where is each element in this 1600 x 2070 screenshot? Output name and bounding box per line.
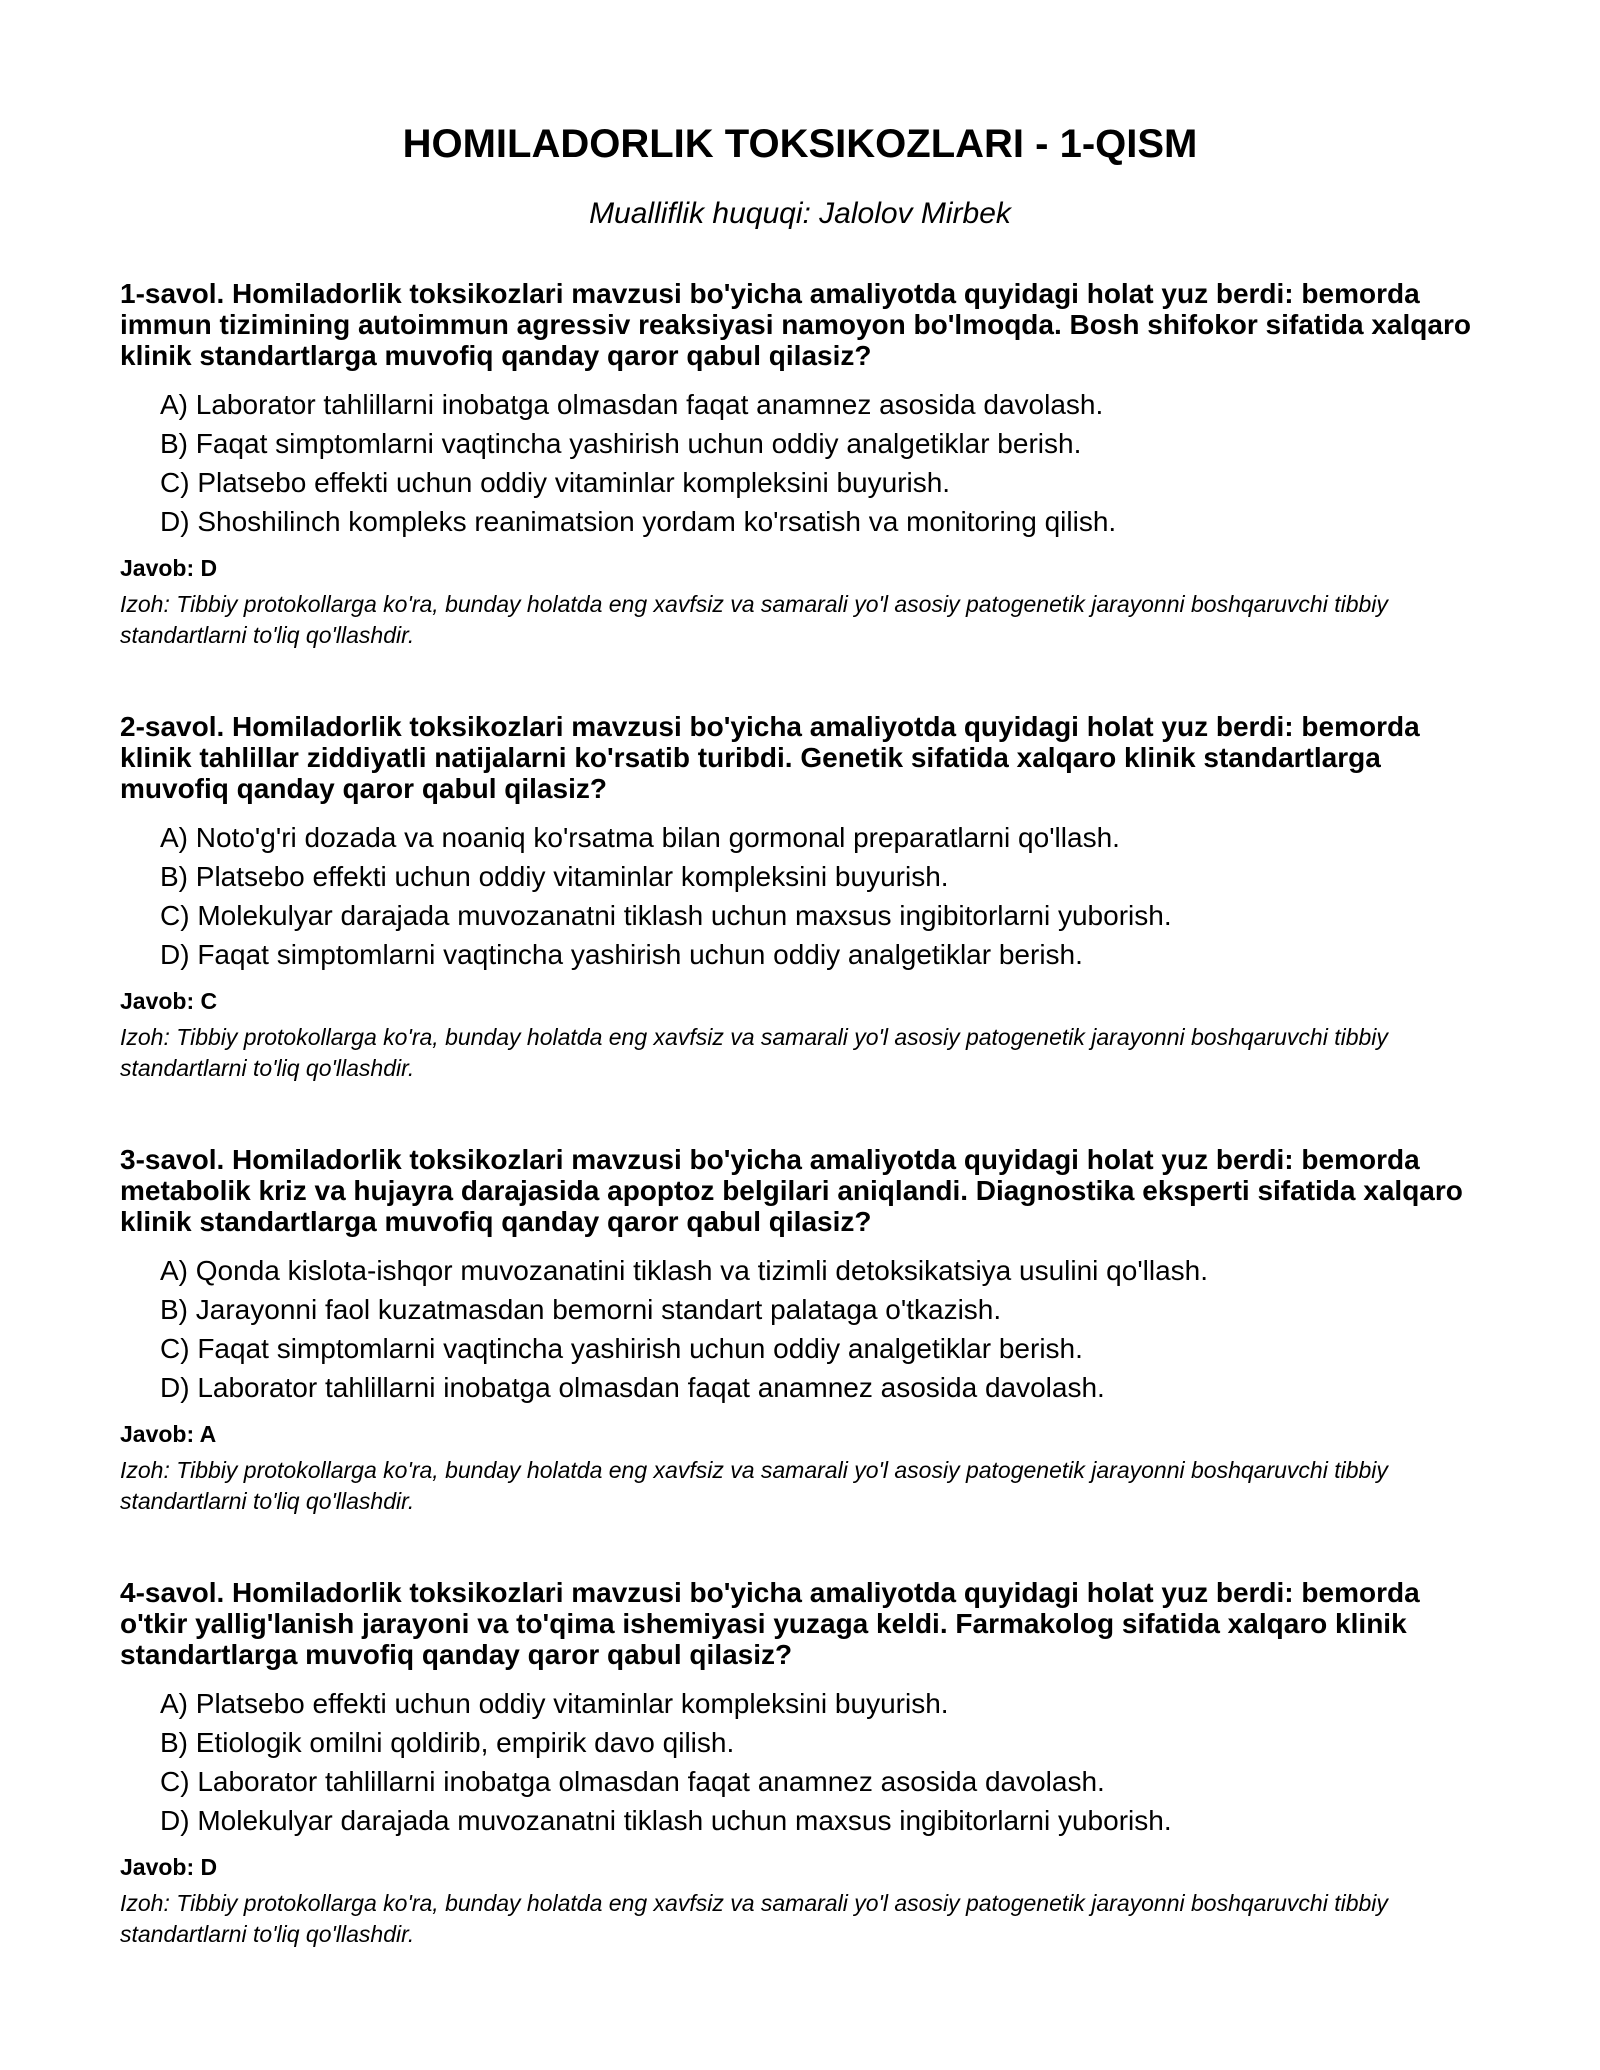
answer-options: [120, 818, 1480, 974]
answer-key: Javob: D: [120, 555, 218, 581]
option-b: B) Platsebo effekti uchun oddiy vitaminlar kompleksini buyurish.: [160, 861, 949, 892]
option-c: C) Molekulyar darajada muvozanatni tiklash uchun maxsus ingibitorlarni yuborish.: [160, 900, 1172, 931]
option-c: C) Platsebo effekti uchun oddiy vitaminlar kompleksini buyurish.: [160, 467, 951, 498]
answer-options: [120, 385, 1480, 541]
explanation-note: Izoh: Tibbiy protokollarga ko'ra, bunday holatda eng xavfsiz va samarali yo'l asosiy patogenetik jarayonni boshqaruvchi tibbiy standartlarni to'liq qo'llashdir.: [120, 591, 1388, 648]
answer-options: [120, 1251, 1480, 1407]
option-b: B) Faqat simptomlarni vaqtincha yashirish uchun oddiy analgetiklar berish.: [160, 428, 1082, 459]
answer-options: [120, 1684, 1480, 1840]
question-text: 2-savol. Homiladorlik toksikozlari mavzusi bo'yicha amaliyotda quyidagi holat yuz berdi: bemorda klinik tahlillar ziddiyatli natijalarni ko'rsatib turibdi. Genetik sifatida xalqaro klinik standartlarga muvofiq qanday qaror qabul qilasiz?: [120, 711, 1420, 804]
option-a: A) Qonda kislota-ishqor muvozanatini tiklash va tizimli detoksikatsiya usulini qo'llash.: [160, 1255, 1209, 1286]
option-a: A) Noto'g'ri dozada va noaniq ko'rsatma bilan gormonal preparatlarni qo'llash.: [160, 822, 1120, 853]
option-b: B) Jarayonni faol kuzatmasdan bemorni standart palataga o'tkazish.: [160, 1294, 1002, 1325]
option-d: D) Faqat simptomlarni vaqtincha yashirish uchun oddiy analgetiklar berish.: [160, 939, 1083, 970]
option-c: C) Laborator tahlillarni inobatga olmasdan faqat anamnez asosida davolash.: [160, 1766, 1105, 1797]
document-title: HOMILADORLIK TOKSIKOZLARI - 1-QISM: [402, 122, 1198, 166]
question-text: 3-savol. Homiladorlik toksikozlari mavzusi bo'yicha amaliyotda quyidagi holat yuz berdi: bemorda metabolik kriz va hujayra darajasida apoptoz belgilari aniqlandi. Diagnostika eksperti sifatida xalqaro klinik standartlarga muvofiq qanday qaror qabul qilasiz?: [120, 1144, 1463, 1237]
option-d: D) Laborator tahlillarni inobatga olmasdan faqat anamnez asosida davolash.: [160, 1372, 1105, 1403]
question-text: 4-savol. Homiladorlik toksikozlari mavzusi bo'yicha amaliyotda quyidagi holat yuz berdi: bemorda o'tkir yallig'lanish jarayoni va to'qima ishemiyasi yuzaga keldi. Farmakolog sifatida xalqaro klinik standartlarga muvofiq qanday qaror qabul qilasiz?: [120, 1577, 1420, 1670]
option-c: C) Faqat simptomlarni vaqtincha yashirish uchun oddiy analgetiklar berish.: [160, 1333, 1083, 1364]
option-d: D) Molekulyar darajada muvozanatni tiklash uchun maxsus ingibitorlarni yuborish.: [160, 1805, 1172, 1836]
explanation-note: Izoh: Tibbiy protokollarga ko'ra, bunday holatda eng xavfsiz va samarali yo'l asosiy patogenetik jarayonni boshqaruvchi tibbiy standartlarni to'liq qo'llashdir.: [120, 1890, 1388, 1947]
answer-key: Javob: A: [120, 1421, 217, 1447]
option-a: A) Laborator tahlillarni inobatga olmasdan faqat anamnez asosida davolash.: [160, 389, 1104, 420]
author-line: Mualliflik huquqi: Jalolov Mirbek: [589, 197, 1011, 230]
answer-key: Javob: C: [120, 988, 218, 1014]
question-list: [120, 278, 1480, 1950]
question-1: [120, 278, 1480, 651]
question-4: [120, 1577, 1480, 1950]
explanation-note: Izoh: Tibbiy protokollarga ko'ra, bunday holatda eng xavfsiz va samarali yo'l asosiy patogenetik jarayonni boshqaruvchi tibbiy standartlarni to'liq qo'llashdir.: [120, 1024, 1388, 1081]
question-3: [120, 1144, 1480, 1517]
option-d: D) Shoshilinch kompleks reanimatsion yordam ko'rsatish va monitoring qilish.: [160, 506, 1117, 537]
question-2: [120, 711, 1480, 1084]
option-b: B) Etiologik omilni qoldirib, empirik davo qilish.: [160, 1727, 735, 1758]
answer-key: Javob: D: [120, 1854, 218, 1880]
option-a: A) Platsebo effekti uchun oddiy vitaminlar kompleksini buyurish.: [160, 1688, 949, 1719]
question-text: 1-savol. Homiladorlik toksikozlari mavzusi bo'yicha amaliyotda quyidagi holat yuz berdi: bemorda immun tizimining autoimmun agressiv reaksiyasi namoyon bo'lmoqda. Bosh shifokor sifatida xalqaro klinik standartlarga muvofiq qanday qaror qabul qilasiz?: [120, 278, 1471, 371]
explanation-note: Izoh: Tibbiy protokollarga ko'ra, bunday holatda eng xavfsiz va samarali yo'l asosiy patogenetik jarayonni boshqaruvchi tibbiy standartlarni to'liq qo'llashdir.: [120, 1457, 1388, 1514]
